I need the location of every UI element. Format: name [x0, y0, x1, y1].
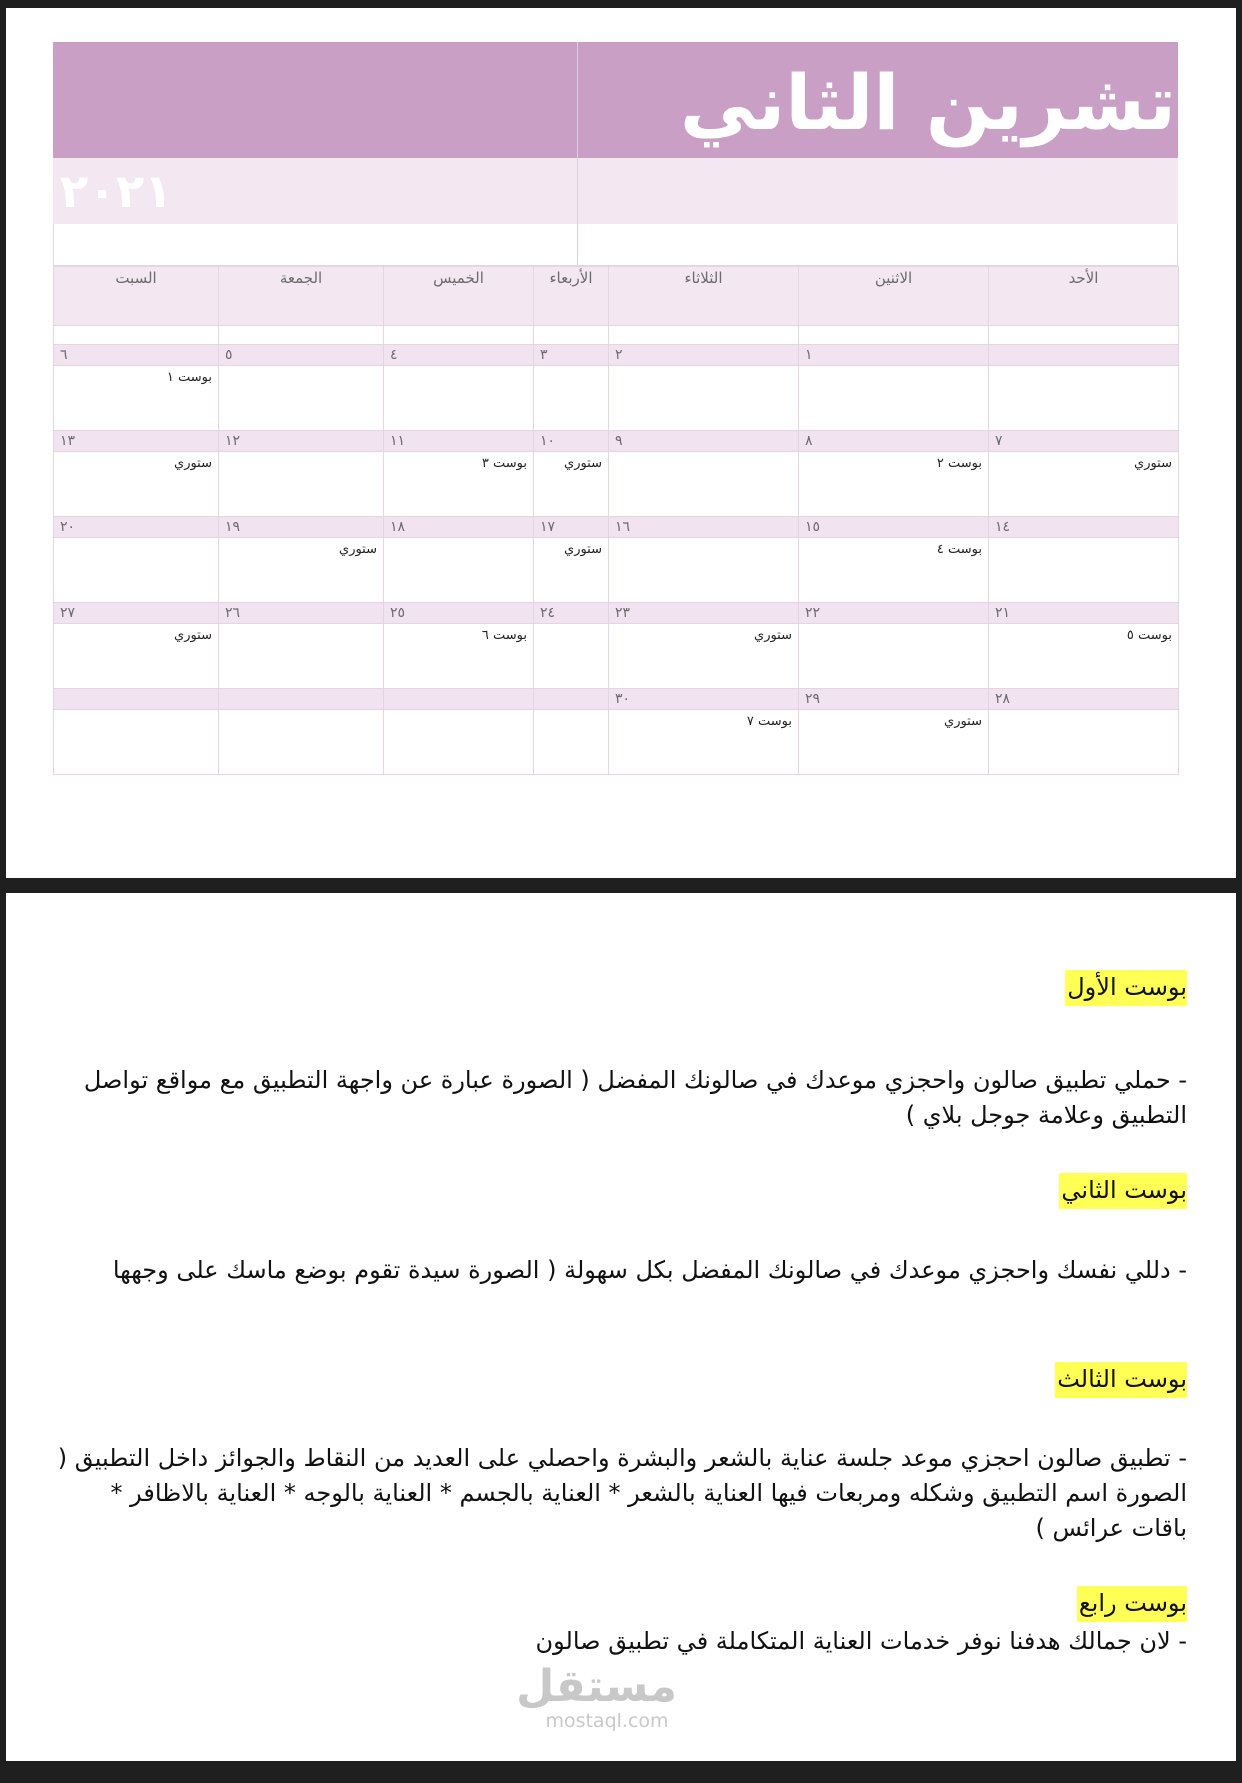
date-number: ٢٥ — [384, 603, 534, 624]
week-4-events — [54, 624, 1179, 689]
event-cell: بوست ٦ — [384, 624, 534, 689]
weekday-label: السبت — [54, 267, 219, 326]
post-1-heading: بوست الأول — [1065, 970, 1187, 1006]
date-number — [384, 689, 534, 710]
week-2-events — [54, 452, 1179, 517]
event-cell — [534, 366, 609, 431]
weekday-label: الجمعة — [219, 267, 384, 326]
event-cell: ستوري — [54, 624, 219, 689]
date-number: ٢٤ — [534, 603, 609, 624]
event-cell — [54, 538, 219, 603]
week-5-events — [54, 710, 1179, 775]
event-cell: بوست ٢ — [799, 452, 989, 517]
post-3-heading: بوست الثالث — [1055, 1362, 1187, 1398]
date-number: ٤ — [384, 345, 534, 366]
date-number: ٢٦ — [219, 603, 384, 624]
date-number — [219, 689, 384, 710]
date-number: ١٤ — [989, 517, 1179, 538]
date-number: ١٦ — [609, 517, 799, 538]
event-cell: ستوري — [219, 538, 384, 603]
date-number: ٢٨ — [989, 689, 1179, 710]
week-1-dates — [54, 345, 1179, 366]
week-3-events — [54, 538, 1179, 603]
date-number: ٢٣ — [609, 603, 799, 624]
date-number: ١٨ — [384, 517, 534, 538]
event-cell: بوست ٣ — [384, 452, 534, 517]
event-cell: ستوري — [534, 538, 609, 603]
week-5-dates — [54, 689, 1179, 710]
date-number: ١٢ — [219, 431, 384, 452]
date-number: ١ — [799, 345, 989, 366]
event-cell: بوست ٤ — [799, 538, 989, 603]
event-cell: ستوري — [54, 452, 219, 517]
event-cell — [219, 624, 384, 689]
event-cell — [989, 710, 1179, 775]
date-number: ٢١ — [989, 603, 1179, 624]
post-2-heading: بوست الثاني — [1059, 1173, 1187, 1209]
calendar-subheader-band — [53, 158, 1178, 224]
event-cell — [534, 624, 609, 689]
calendar-grid — [53, 266, 1179, 775]
date-number: ٢ — [609, 345, 799, 366]
event-cell — [219, 366, 384, 431]
post-4-body: - لان جمالك هدفنا نوفر خدمات العناية المتكاملة في تطبيق صالون — [535, 1627, 1187, 1655]
year-title: ٢٠٢١ — [60, 164, 173, 218]
event-cell — [219, 452, 384, 517]
weekday-header-row — [54, 267, 1179, 326]
event-cell — [799, 624, 989, 689]
date-number: ١٠ — [534, 431, 609, 452]
week-2-dates — [54, 431, 1179, 452]
event-cell: ستوري — [989, 452, 1179, 517]
date-number: ٩ — [609, 431, 799, 452]
month-title: تشرين الثاني — [679, 58, 1176, 147]
week-1-events — [54, 366, 1179, 431]
event-cell — [989, 366, 1179, 431]
weekday-label: الاثنين — [799, 267, 989, 326]
weekday-label: الخميس — [384, 267, 534, 326]
date-number: ٨ — [799, 431, 989, 452]
weekday-label: الأربعاء — [534, 267, 609, 326]
event-cell: ستوري — [609, 624, 799, 689]
date-number: ١٥ — [799, 517, 989, 538]
event-cell — [534, 710, 609, 775]
watermark — [516, 1661, 677, 1732]
date-number: ١٩ — [219, 517, 384, 538]
post-3-body: - تطبيق صالون احجزي موعد جلسة عناية بالشعر والبشرة واحصلي على العديد من النقاط والجوائز داخل التطبيق ( الصورة اسم التطبيق وشكله ومربعات فيها العناية بالشعر * العناية بالجسم * العناية بالوجه * العناية بالاظافر * باقات عرائس ) — [57, 1444, 1187, 1542]
event-cell — [989, 538, 1179, 603]
watermark-arabic: مستقل — [516, 1661, 677, 1712]
calendar-header-blank — [53, 224, 1178, 266]
event-cell — [609, 538, 799, 603]
date-number: ٢٢ — [799, 603, 989, 624]
post-2-body: - دللي نفسك واحجزي موعدك في صالونك المفضل بكل سهولة ( الصورة سيدة تقوم بوضع ماسك على وجهها — [112, 1256, 1187, 1284]
event-cell: بوست ٥ — [989, 624, 1179, 689]
event-cell — [54, 710, 219, 775]
date-number: ١٣ — [54, 431, 219, 452]
date-number: ١٧ — [534, 517, 609, 538]
event-cell: بوست ٧ — [609, 710, 799, 775]
date-number: ٢٩ — [799, 689, 989, 710]
date-number — [989, 345, 1179, 366]
event-cell — [609, 366, 799, 431]
date-number: ١١ — [384, 431, 534, 452]
weekday-label: الثلاثاء — [609, 267, 799, 326]
post-4-heading: بوست رابع — [1077, 1586, 1187, 1622]
event-cell — [384, 366, 534, 431]
date-number: ٥ — [219, 345, 384, 366]
date-number: ٢٧ — [54, 603, 219, 624]
post-1-body: - حملي تطبيق صالون واحجزي موعدك في صالونك المفضل ( الصورة عبارة عن واجهة التطبيق مع مواقع تواصل التطبيق وعلامة جوجل بلاي ) — [83, 1066, 1187, 1129]
date-number: ٣٠ — [609, 689, 799, 710]
event-cell — [219, 710, 384, 775]
weekday-label: الأحد — [989, 267, 1179, 326]
event-cell: ستوري — [534, 452, 609, 517]
week-3-dates — [54, 517, 1179, 538]
week-4-dates — [54, 603, 1179, 624]
event-cell: بوست ١ — [54, 366, 219, 431]
date-number — [534, 689, 609, 710]
date-number: ٦ — [54, 345, 219, 366]
date-number — [54, 689, 219, 710]
date-number: ٧ — [989, 431, 1179, 452]
date-number: ٢٠ — [54, 517, 219, 538]
event-cell: ستوري — [799, 710, 989, 775]
spacer-row — [54, 326, 1179, 345]
header-divider — [577, 42, 578, 266]
event-cell — [609, 452, 799, 517]
watermark-latin: mostaql.com — [545, 1710, 669, 1732]
event-cell — [799, 366, 989, 431]
date-number: ٣ — [534, 345, 609, 366]
event-cell — [384, 538, 534, 603]
event-cell — [384, 710, 534, 775]
